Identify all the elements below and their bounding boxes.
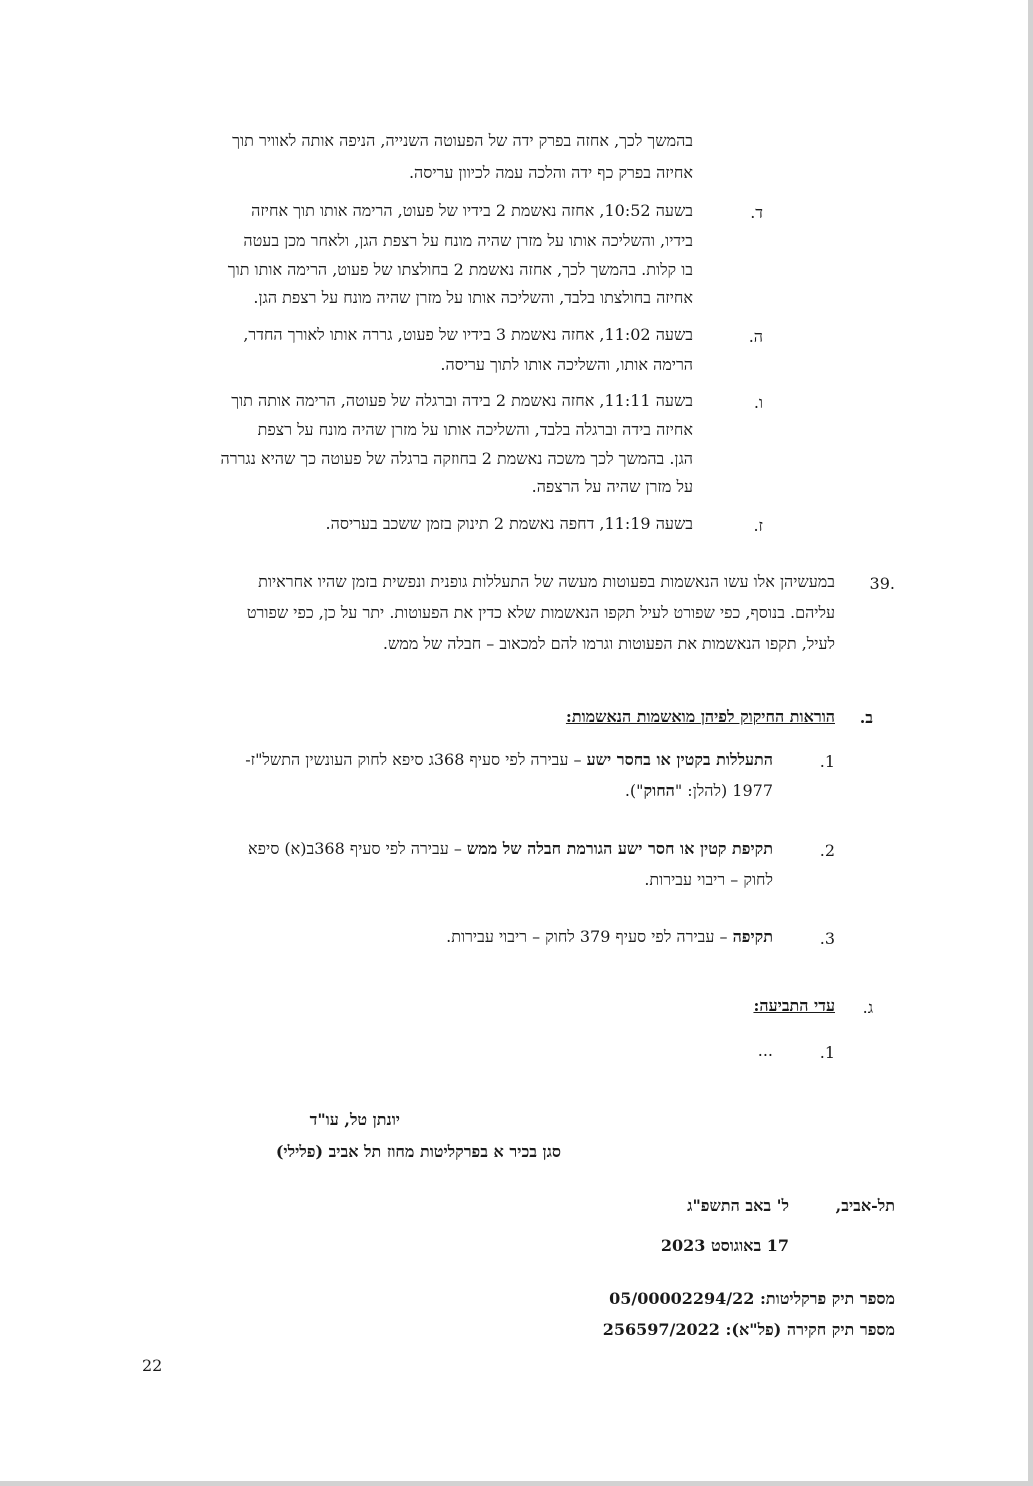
law-item-1-line xyxy=(245,750,773,770)
section-g-heading: עדי התביעה: xyxy=(753,996,835,1015)
item-dalet-line: בידיו, והשליכה אותו על מזרן שהיה מונח על רצפת הגן, ולאחר מכן בעטה xyxy=(243,231,693,250)
law-item-1-text: – עבירה לפי סעיף 368ג סיפא לחוק העונשין התשל"ז- xyxy=(245,750,587,769)
law-item-1-defined-term: החוק xyxy=(643,781,675,800)
investigation-file-line xyxy=(603,1320,895,1340)
item-he-line: בשעה 11:02, אחזה נאשמת 3 בידיו של פעוט, גררה אותו לאורך החדר, xyxy=(243,325,693,344)
item-marker-dalet: ד. xyxy=(750,203,763,222)
law-item-1-line2 xyxy=(625,781,773,801)
section-b-marker: ב. xyxy=(859,708,873,727)
continuation-line: בהמשך לכך, אחזה בפרק ידה של הפעוטה השנייה, הניפה אותה לאוויר תוך xyxy=(232,131,693,150)
paragraph-39-line: לעיל, תקפו הנאשמות את הפעוטות וגרמו להם למכאוב – חבלה של ממש. xyxy=(382,634,835,653)
paragraph-number-39: 39. xyxy=(869,574,895,593)
item-zayin-line: בשעה 11:19, דחפה נאשמת 2 תינוק בזמן ששכב בעריסה. xyxy=(325,514,693,533)
law-item-3-text: – עבירה לפי סעיף 379 לחוק – ריבוי עבירות. xyxy=(446,927,733,946)
section-b-heading: הוראות החיקוק לפיהן מואשמות הנאשמות: xyxy=(565,707,835,726)
city: תל-אביב, xyxy=(835,1196,895,1215)
page-number: 22 xyxy=(142,1356,163,1375)
item-vav-line: הגן. בהמשך לכך משכה נאשמת 2 בחוזקה ברגלה של פעוטה כך שהיא נגררה xyxy=(220,449,693,468)
law-item-2-line xyxy=(248,839,773,859)
item-vav-line: על מזרן שהיה על הרצפה. xyxy=(531,477,693,496)
item-vav-line: אחיזה בידה וברגלה בלבד, והשליכה אותו על מזרן שהיה מונח על רצפת xyxy=(257,420,693,439)
item-dalet-line: בו קלות. בהמשך לכך, אחזה נאשמת 2 בחולצתו של פעוט, הרימה אותו תוך xyxy=(227,260,693,279)
item-marker-he: ה. xyxy=(748,327,763,346)
item-marker-zayin: ז. xyxy=(753,516,763,535)
law-item-2-title: תקיפת קטין או חסר ישע הגורמת חבלה של ממש xyxy=(466,839,773,858)
law-item-number: .1 xyxy=(819,752,835,771)
law-item-number: .2 xyxy=(819,841,835,860)
prosecution-file-value: 05/00002294/22 xyxy=(609,1289,755,1308)
law-item-number: .3 xyxy=(819,929,835,948)
signer-title: סגן בכיר א בפרקליטות מחוז תל אביב (פלילי) xyxy=(275,1142,561,1161)
law-item-2-line2: לחוק – ריבוי עבירות. xyxy=(644,870,773,889)
paragraph-39-line: עליהם. בנוסף, כפי שפורט לעיל תקפו הנאשמות שלא כדין את הפעוטות. יתר על כן, כפי שפורט xyxy=(246,603,835,622)
item-marker-vav: ו. xyxy=(753,393,763,412)
continuation-line: אחיזה בפרק כף ידה והלכה עמה לכיוון עריסה. xyxy=(408,163,693,182)
item-he-line: הרימה אותו, והשליכה אותו לתוך עריסה. xyxy=(440,355,693,374)
law-item-3-line xyxy=(446,927,773,947)
item-dalet-line: אחיזה בחולצתו בלבד, והשליכה אותו על מזרן שהיה מונח על רצפת הגן. xyxy=(253,288,693,307)
paragraph-39-line: במעשיהן אלו עשו הנאשמות בפעוטות מעשה של התעללות גופנית ונפשית בזמן שהיו אחראיות xyxy=(258,572,835,591)
investigation-file-value: 256597/2022 xyxy=(602,1320,720,1339)
investigation-file-label: מספר תיק חקירה (פל"א): xyxy=(725,1320,895,1339)
section-g-marker: ג. xyxy=(862,998,873,1017)
witness-item-number: .1 xyxy=(819,1043,835,1062)
law-item-1-close: "). xyxy=(624,781,644,800)
law-item-1-title: התעללות בקטין או בחסר ישע xyxy=(586,750,773,769)
signer-name: יונתן טל, עו"ד xyxy=(309,1110,400,1129)
witness-item-text: ... xyxy=(757,1041,773,1060)
law-item-1-year: 1977 (להלן: " xyxy=(674,781,773,800)
prosecution-file-line xyxy=(609,1289,895,1309)
item-dalet-line: בשעה 10:52, אחזה נאשמת 2 בידיו של פעוט, הרימה אותו תוך אחיזה xyxy=(251,201,693,220)
law-item-3-title: תקיפה xyxy=(732,927,773,946)
gregorian-date: 17 באוגוסט 2023 xyxy=(660,1236,789,1255)
item-vav-line: בשעה 11:11, אחזה נאשמת 2 בידה וברגלה של פעוטה, הרימה אותה תוך xyxy=(231,391,693,410)
prosecution-file-label: מספר תיק פרקליטות: xyxy=(759,1289,895,1308)
law-item-2-text: – עבירה לפי סעיף 368ב(א) סיפא xyxy=(248,839,467,858)
hebrew-date: ל' באב התשפ"ג xyxy=(687,1196,789,1215)
